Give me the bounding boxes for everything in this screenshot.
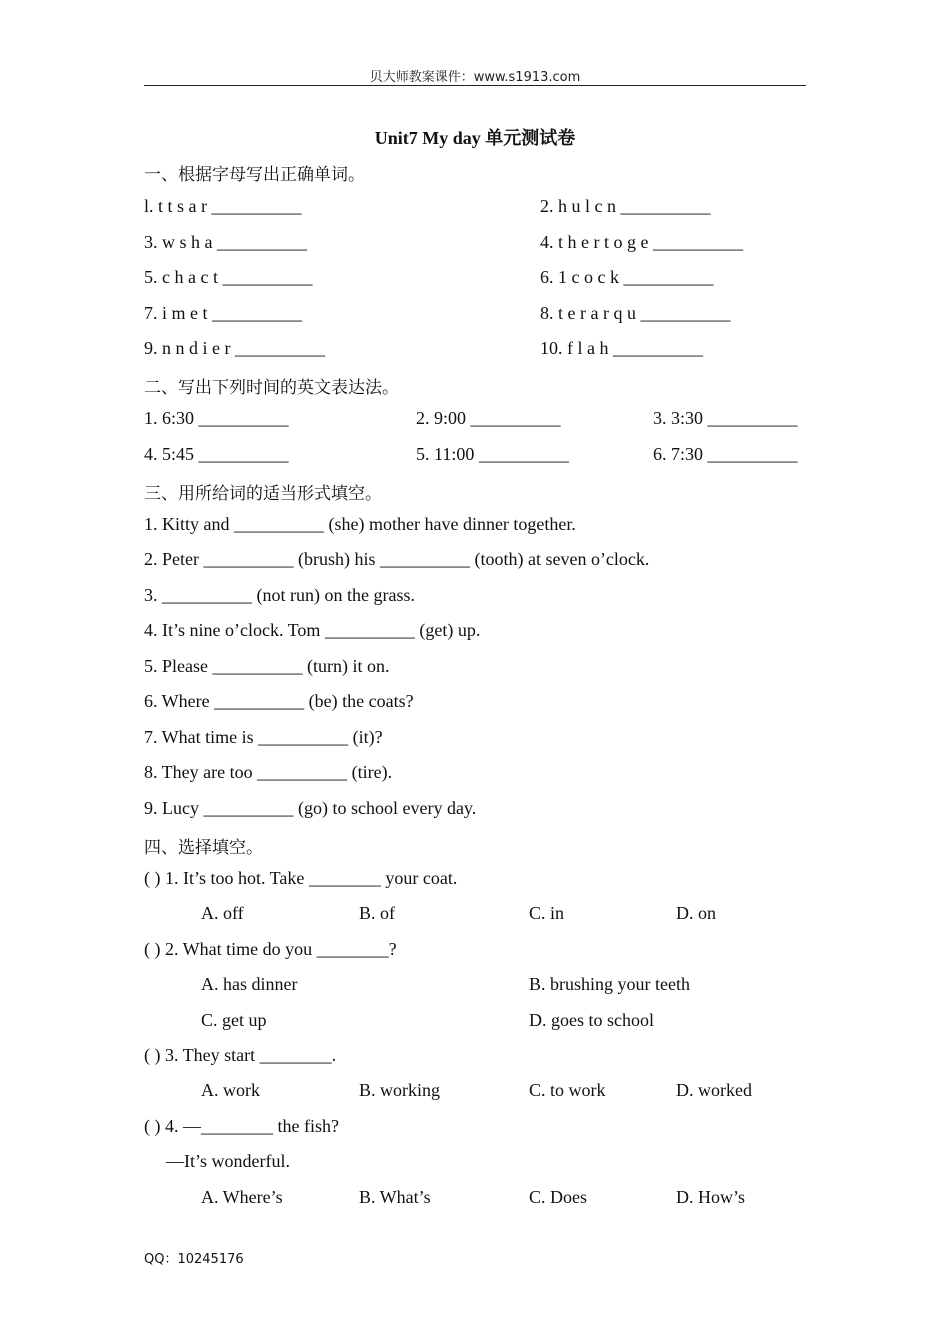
q4-stem: ( ) 4. —________ the fish? [144,1116,339,1136]
s1-item-5: 5. c h a c t __________ [144,267,313,287]
q1-option-d: D. on [676,903,716,923]
q4-answer-line: —It’s wonderful. [166,1151,290,1171]
s1-item-6: 6. 1 c o c k __________ [540,267,714,287]
q2-option-d: D. goes to school [529,1010,654,1030]
s3-item-4: 4. It’s nine o’clock. Tom __________ (get) up. [144,620,481,640]
s3-item-2: 2. Peter __________ (brush) his __________ (tooth) at seven o’clock. [144,549,650,569]
header-site: 贝大师教案课件：www.s1913.com [369,70,581,85]
s3-item-8: 8. They are too __________ (tire). [144,762,393,782]
q4-option-d: D. How’s [676,1187,746,1207]
s1-item-2: 2. h u l c n __________ [540,196,711,216]
q4-option-c: C. Does [529,1187,587,1207]
s2-item-4: 4. 5:45 __________ [144,444,289,464]
q1-option-c: C. in [529,903,565,923]
s3-item-5: 5. Please __________ (turn) it on. [144,656,390,676]
s1-item-7: 7. i m e t __________ [144,303,302,323]
s3-item-3: 3. __________ (not run) on the grass. [144,585,415,605]
section1-heading: 一、根据字母写出正确单词。 [144,165,365,185]
section2-heading: 二、写出下列时间的英文表达法。 [144,378,399,398]
q1-option-a: A. off [201,903,244,923]
s2-item-1: 1. 6:30 __________ [144,408,289,428]
s1-item-10: 10. f l a h __________ [540,338,703,358]
section3-heading: 三、用所给词的适当形式填空。 [144,484,382,504]
page-title: Unit7 My day 单元测试卷 [374,128,576,148]
section4-heading: 四、选择填空。 [144,838,263,858]
q3-stem: ( ) 3. They start ________. [144,1045,337,1065]
s3-item-9: 9. Lucy __________ (go) to school every day. [144,798,477,818]
q1-option-b: B. of [359,903,395,923]
s2-item-6: 6. 7:30 __________ [653,444,798,464]
q2-option-a: A. has dinner [201,974,298,994]
header-divider [144,85,806,86]
q3-option-b: B. working [359,1080,440,1100]
q3-option-c: C. to work [529,1080,606,1100]
q2-option-c: C. get up [201,1010,267,1030]
s2-item-3: 3. 3:30 __________ [653,408,798,428]
s1-item-8: 8. t e r a r q u __________ [540,303,731,323]
q3-option-a: A. work [201,1080,260,1100]
footer-qq: QQ：10245176 [144,1252,244,1267]
q2-option-b: B. brushing your teeth [529,974,690,994]
s3-item-7: 7. What time is __________ (it)? [144,727,383,747]
s1-item-3: 3. w s h a __________ [144,232,307,252]
s2-item-2: 2. 9:00 __________ [416,408,561,428]
q4-option-b: B. What’s [359,1187,431,1207]
s3-item-1: 1. Kitty and __________ (she) mother have dinner together. [144,514,576,534]
q2-stem: ( ) 2. What time do you ________? [144,939,397,959]
s3-item-6: 6. Where __________ (be) the coats? [144,691,414,711]
q4-option-a: A. Where’s [201,1187,283,1207]
s2-item-5: 5. 11:00 __________ [416,444,569,464]
s1-item-1: l. t t s a r __________ [144,196,302,216]
q1-stem: ( ) 1. It’s too hot. Take ________ your coat. [144,868,458,888]
s1-item-9: 9. n n d i e r __________ [144,338,325,358]
s1-item-4: 4. t h e r t o g e __________ [540,232,743,252]
q3-option-d: D. worked [676,1080,752,1100]
